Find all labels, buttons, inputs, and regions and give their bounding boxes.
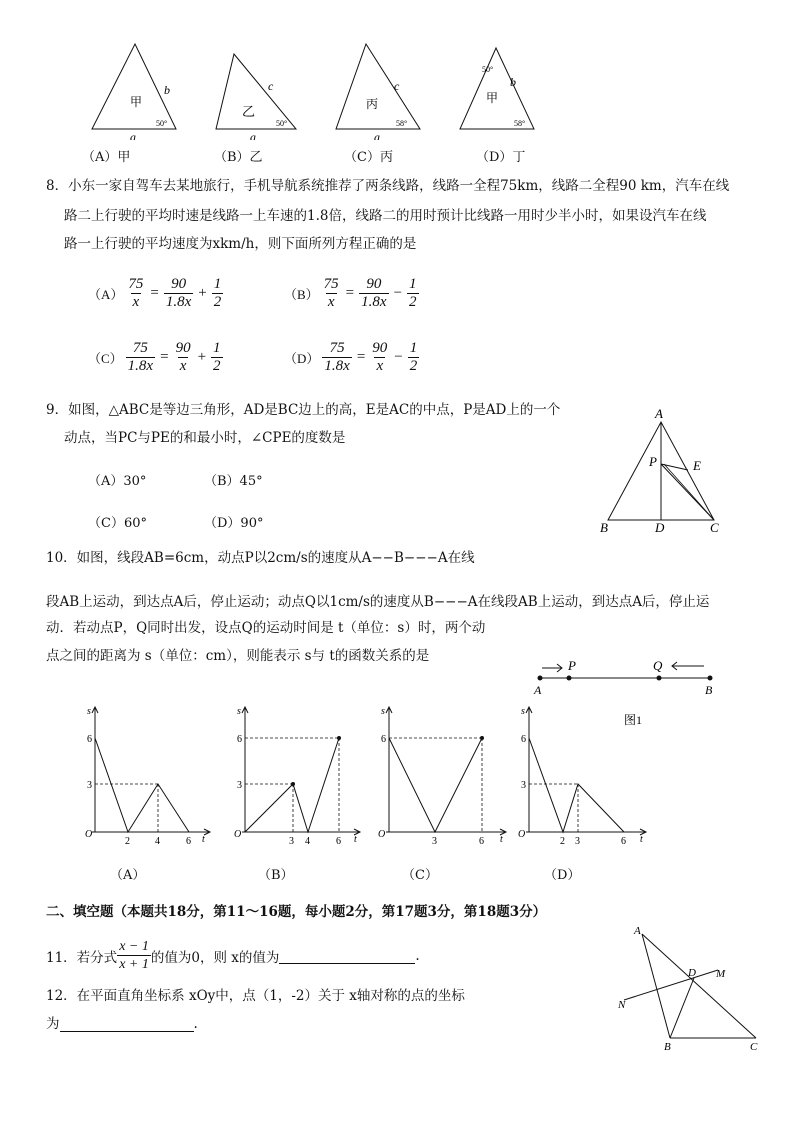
svg-text:3: 3 [432, 836, 437, 847]
svg-text:6: 6 [237, 734, 242, 745]
svg-text:58°: 58° [514, 119, 526, 128]
svg-text:O: O [518, 829, 526, 840]
q7-option-b[interactable]: （B）乙 [214, 150, 263, 165]
q12-line2: 为 . [46, 1016, 198, 1032]
svg-text:O: O [378, 829, 386, 840]
q10-graph-d [512, 700, 652, 850]
q10-option-a[interactable]: （A） [110, 868, 146, 883]
svg-text:c: c [394, 79, 400, 93]
svg-text:3: 3 [237, 780, 242, 791]
q9-option-b[interactable]: （B）45° [204, 474, 263, 489]
tri-label: 甲 [130, 95, 143, 109]
q9-option-c[interactable]: （C）60° [88, 516, 147, 531]
svg-text:50°: 50° [482, 65, 494, 74]
svg-text:M: M [716, 968, 726, 980]
svg-text:图1: 图1 [624, 713, 643, 727]
svg-text:6: 6 [87, 734, 92, 745]
svg-text:58°: 58° [396, 119, 408, 128]
svg-text:4: 4 [305, 836, 310, 847]
q10-line1: 10．如图，线段AB=6cm，动点P以2cm/s的速度从A−−B−−−A在线 [46, 550, 475, 566]
svg-text:A: A [655, 406, 663, 421]
svg-text:a: a [250, 130, 256, 140]
q9-figure [592, 404, 732, 538]
q7-triangle-d [456, 40, 546, 140]
svg-text:D: D [688, 967, 696, 979]
svg-text:6: 6 [479, 836, 484, 847]
q11: 11．若分式 $\frac{x - 1}{x + 1}$ 的值为0，则 x的值为 . [46, 939, 420, 972]
svg-text:C: C [710, 520, 719, 535]
svg-text:C: C [750, 1041, 758, 1052]
svg-text:6: 6 [336, 836, 341, 847]
q8-line3: 路一上行驶的平均速度为xkm/h，则下面所列方程正确的是 [64, 236, 417, 252]
svg-text:s: s [237, 706, 241, 717]
q12-figure [608, 922, 768, 1052]
svg-text:B: B [664, 1041, 671, 1052]
q8-line2: 路二上行驶的平均时速是线路一上车速的1.8倍，线路二的用时预计比线路一用时少半小时，如果设汽车在线 [64, 208, 707, 224]
q10-option-d[interactable]: （D） [544, 868, 581, 883]
svg-text:3: 3 [289, 836, 294, 847]
q7-triangle-a [88, 40, 188, 140]
svg-text:O: O [234, 829, 242, 840]
svg-text:b: b [164, 83, 170, 97]
q10-line3: 动．若动点P，Q同时出发，设点Q的运动时间是 t（单位：s）时，两个动 [46, 620, 486, 636]
svg-text:A: A [534, 683, 542, 697]
q8-option-d[interactable]: （D） $\frac{75}{1.8x}$ = $\frac{90}{x}$ − $\frac{1}{2}$ [284, 340, 418, 374]
svg-text:t: t [354, 834, 357, 845]
svg-text:s: s [381, 706, 385, 717]
svg-text:P: P [649, 454, 657, 469]
svg-text:50°: 50° [276, 119, 288, 128]
q10-option-c[interactable]: （C） [402, 868, 438, 883]
svg-text:4: 4 [155, 836, 160, 847]
svg-text:N: N [618, 999, 626, 1011]
q7-option-c[interactable]: （C）丙 [344, 150, 393, 165]
svg-text:s: s [87, 706, 91, 717]
svg-text:3: 3 [575, 836, 580, 847]
q10-line4: 点之间的距离为 s（单位：cm），则能表示 s与 t的函数关系的是 [46, 648, 430, 664]
svg-text:6: 6 [186, 836, 191, 847]
q10-graph-b [230, 700, 370, 850]
svg-text:a: a [130, 130, 136, 140]
section2-title: 二、填空题（本题共18分，第11～16题，每小题2分，第17题3分，第18题3分） [46, 904, 547, 920]
svg-text:s: s [521, 706, 525, 717]
q12-answer-blank[interactable] [60, 1015, 194, 1032]
svg-text:B: B [705, 683, 713, 697]
svg-text:t: t [500, 834, 503, 845]
svg-text:3: 3 [87, 780, 92, 791]
svg-text:乙: 乙 [242, 104, 256, 119]
svg-text:2: 2 [560, 836, 565, 847]
svg-text:c: c [268, 79, 274, 93]
svg-text:O: O [85, 829, 93, 840]
q9-option-a[interactable]: （A）30° [88, 474, 147, 489]
svg-text:甲: 甲 [486, 91, 499, 105]
q11-answer-blank[interactable] [279, 947, 415, 964]
svg-text:6: 6 [621, 836, 626, 847]
svg-text:3: 3 [521, 780, 526, 791]
svg-text:t: t [640, 834, 643, 845]
q9-line1: 9．如图，△ABC是等边三角形，AD是BC边上的高，E是AC的中点，P是AD上的一个 [46, 402, 561, 418]
svg-text:a: a [374, 130, 380, 140]
svg-text:D: D [655, 520, 665, 535]
q8-line1: 8．小东一家自驾车去某地旅行，手机导航系统推荐了两条线路，线路一全程75km，线路二全程90 km，汽车在线 [46, 178, 730, 194]
q8-option-c[interactable]: （C） $\frac{75}{1.8x}$ = $\frac{90}{x}$ + $\frac{1}{2}$ [88, 340, 221, 374]
svg-text:6: 6 [521, 734, 526, 745]
svg-text:t: t [202, 834, 205, 845]
q7-option-a[interactable]: （A）甲 [82, 150, 131, 165]
q10-option-b[interactable]: （B） [258, 868, 294, 883]
q7-triangle-b [212, 40, 312, 140]
q8-option-a[interactable]: （A） $\frac{75}{x}$ = $\frac{90}{1.8x}$ + $\frac{1}{2}$ [88, 276, 222, 310]
svg-text:Q: Q [653, 658, 663, 673]
svg-text:P: P [568, 658, 576, 673]
q8-option-b[interactable]: （B） $\frac{75}{x}$ = $\frac{90}{1.8x}$ − $\frac{1}{2}$ [284, 276, 417, 310]
q10-graph-c [372, 700, 512, 850]
q12-line1: 12．在平面直角坐标系 xOy中，点（1，-2）关于 x轴对称的点的坐标 [46, 988, 465, 1004]
svg-text:A: A [634, 925, 641, 937]
svg-text:2: 2 [125, 836, 130, 847]
svg-text:b: b [510, 75, 516, 89]
svg-text:50°: 50° [156, 119, 168, 128]
svg-text:B: B [600, 520, 608, 535]
svg-text:丙: 丙 [366, 97, 379, 111]
svg-text:6: 6 [381, 734, 386, 745]
q9-line2: 动点，当PC与PE的和最小时，∠CPE的度数是 [64, 430, 346, 446]
q10-graph-a [82, 700, 222, 850]
q7-triangle-c [332, 40, 432, 140]
q10-line2: 段AB上运动，到达点A后，停止运动；动点Q以1cm/s的速度从B−−−A在线段AB上运动，到达点A后，停止运 [46, 594, 710, 610]
svg-text:E: E [693, 458, 701, 473]
q9-option-d[interactable]: （D）90° [204, 516, 264, 531]
q7-option-d[interactable]: （D）丁 [476, 150, 526, 165]
